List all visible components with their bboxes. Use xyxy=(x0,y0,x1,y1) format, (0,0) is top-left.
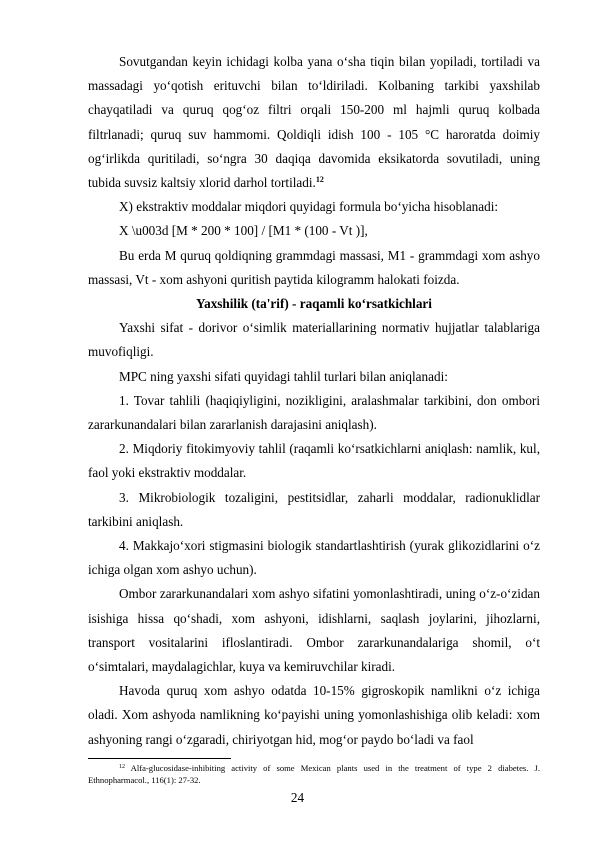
paragraph: Ombor zararkunandalari xom ashyo sifatini yomonlashtiradi, uning o‘z-o‘zidan isishiga hissa qo‘shadi, xom ashyoni, idishlarni, saqlash joylarini, jihozlarni, transport vositalarini ifloslantiradi. Ombor zararkunandalariga shomil, o‘t o‘simtalari, maydalagichlar, kuya va kemiruvchilar kiradi. xyxy=(88,586,540,675)
footnote-separator xyxy=(88,758,231,759)
paragraph: Bu erda M quruq qoldiqning grammdagi massasi, M1 - grammdagi xom ashyo massasi, Vt - xom ashyoni quritish paytida kilogramm halokati foizda. xyxy=(88,247,540,287)
page-number: 24 xyxy=(290,790,305,805)
list-item: 4. Makkajo‘xori stigmasini biologik standartlashtirish (yurak glikozidlarini o‘z ichiga olgan xom ashyo uchun). xyxy=(88,538,540,578)
paragraph: MPC ning yaxshi sifati quyidagi tahlil turlari bilan aniqlanadi: xyxy=(119,368,448,384)
list-item: 2. Miqdoriy fitokimyoviy tahlil (raqamli ko‘rsatkichlarni aniqlash: namlik, kul, faol yoki ekstraktiv moddalar. xyxy=(88,441,540,481)
section-heading: Yaxshilik (ta'rif) - raqamli ko‘rsatkichlari xyxy=(196,296,432,312)
footnote-entry xyxy=(88,762,540,786)
paragraph: X) ekstraktiv moddalar miqdori quyidagi formula bo‘yicha hisoblanadi: xyxy=(119,199,499,215)
list-item: 1. Tovar tahlili (haqiqiyligini, nozikligini, aralashmalar tarkibini, don ombori zararkunandalari bilan zararlanish darajasini aniqlash). xyxy=(88,392,540,433)
body-text xyxy=(88,50,540,752)
footnote-text: Alfa-glucosidase-inhibiting activity of some Mexican plants used in the treatment of type 2 diabetes. J. Ethnopharmacol., 116(1): 27-32. xyxy=(88,763,540,785)
paragraph-text: Sovutgandan keyin ichidagi kolba yana o‘sha tiqin bilan yopiladi, tortiladi va massadagi yo‘qotish erituvchi bilan to‘ldiriladi. Kolbaning tarkibi yaxshilab chayqatiladi va quruq qog‘oz filtri orqali 150-200 ml hajmli quruq kolbada filtrlanadi; quruq suv hammomi. Qoldiqli idish 100 - 105 °C haroratda doimiy og‘irlikda quritiladi, so‘ngra 30 daqiqa davomida eksikatorda sovutiladi, uning tubida suvsiz kaltsiy xlorid darhol tortiladi. xyxy=(88,54,540,191)
paragraph: Yaxshi sifat - dorivor o‘simlik materiallarining normativ hujjatlar talablariga muvofiqligi. xyxy=(88,320,540,360)
footnote xyxy=(88,762,540,786)
formula: X \u003d [M * 200 * 100] / [M1 * (100 - Vt )], xyxy=(119,223,368,239)
paragraph xyxy=(88,50,540,195)
footnote-reference: 12 xyxy=(315,175,324,185)
paragraph: Havoda quruq xom ashyo odatda 10-15% gigroskopik namlikni o‘z ichiga oladi. Xom ashyoda namlikning ko‘payishi uning yomonlashishiga olib keladi: xom ashyoning rangi o‘zgaradi, chiriyotgan hid, mog‘or paydo bo‘ladi va faol xyxy=(88,683,540,747)
list-item: 3. Mikrobiologik tozaligini, pestitsidlar, zaharli moddalar, radionuklidlar tarkibini aniqlash. xyxy=(88,489,540,529)
footnote-number: 12 xyxy=(119,764,125,770)
